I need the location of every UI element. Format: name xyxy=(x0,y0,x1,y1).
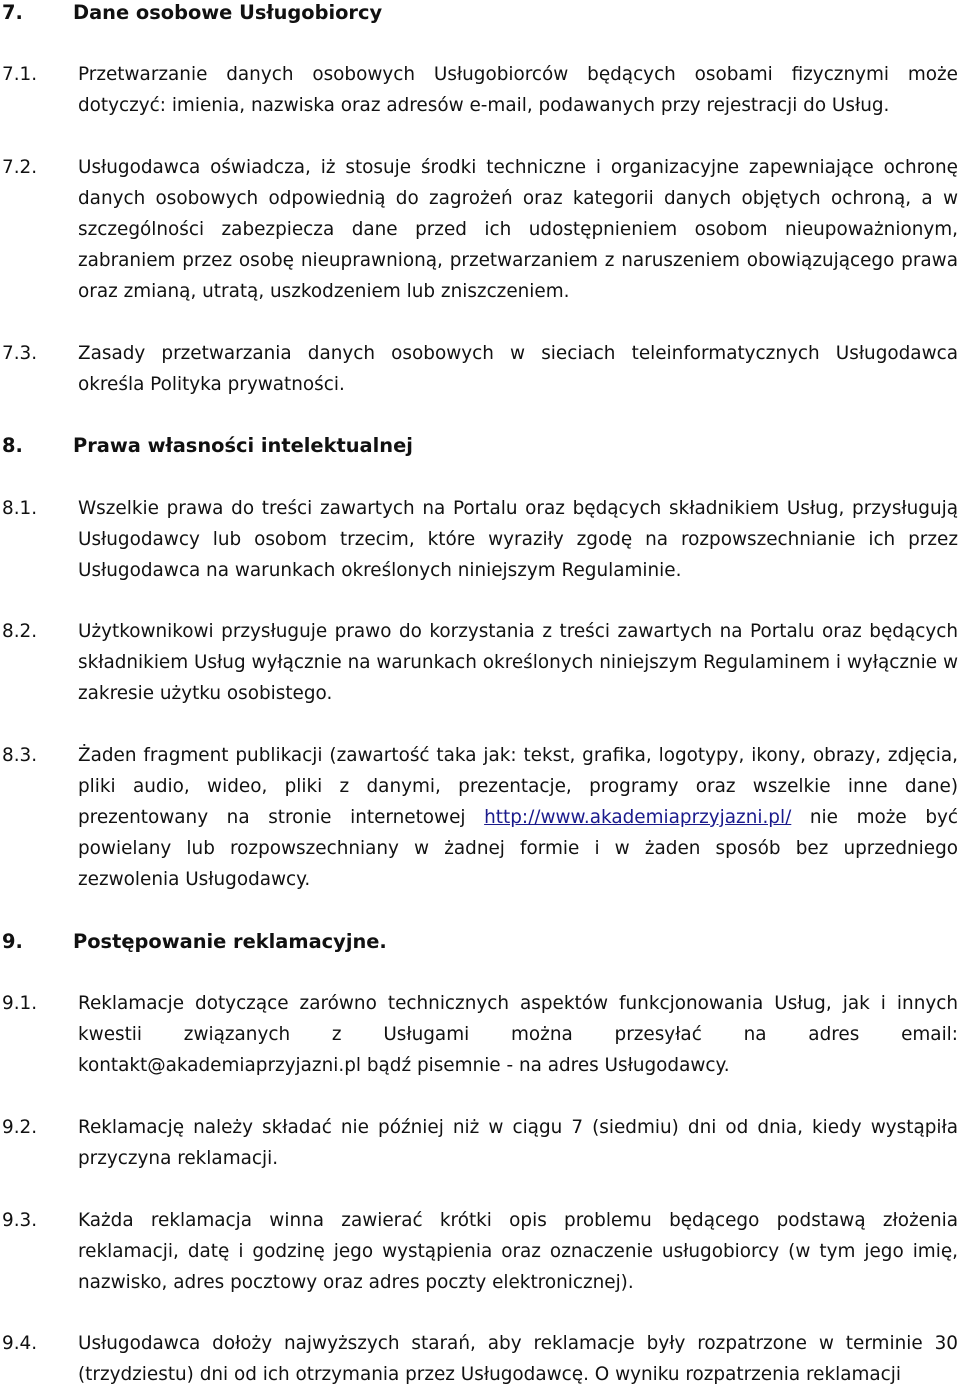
section-title: Dane osobowe Usługobiorcy xyxy=(73,1,383,24)
paragraph-text: Usługodawca oświadcza, iż stosuje środki techniczne i organizacyjne zapewniające ochronę danych osobowych odpowiednią do zagrożeń oraz kategorii danych objętych ochroną, a w szczególności zabezpiecza dane przed ich udostępnieniem osobom nieupoważnionym, zabraniem przez osobę nieuprawnioną, przetwarzaniem z naruszeniem obowiązującego prawa oraz zmianą, utratą, uszkodzeniem lub zniszczeniem. xyxy=(78,157,958,302)
paragraph-8-3 xyxy=(0,740,958,895)
paragraph-8-1 xyxy=(0,493,958,586)
paragraph-number: 9.3. xyxy=(2,1210,38,1231)
section-title: Postępowanie reklamacyjne. xyxy=(73,930,387,953)
paragraph-9-2 xyxy=(0,1112,958,1174)
section-number: 9. xyxy=(2,930,23,953)
paragraph-7-1 xyxy=(0,59,958,121)
paragraph-number: 9.1. xyxy=(2,993,38,1014)
paragraph-text-after-link: nie może być powielany lub rozpowszechniany w żadnej formie i w żaden sposób bez uprzedniego zezwolenia Usługodawcy. xyxy=(78,807,958,890)
paragraph-text: Przetwarzanie danych osobowych Usługobiorców będących osobami fizycznymi może dotyczyć: imienia, nazwiska oraz adresów e-mail, podawanych przy rejestracji do Usług. xyxy=(78,64,958,116)
paragraph-8-2 xyxy=(0,616,958,709)
website-link[interactable]: http://www.akademiaprzyjazni.pl/ xyxy=(484,807,792,828)
section-number: 7. xyxy=(2,1,23,24)
paragraph-number: 7.2. xyxy=(2,157,38,178)
paragraph-text: Reklamacje dotyczące zarówno technicznych aspektów funkcjonowania Usług, jak i innych kwestii związanych z Usługami można przesyłać na adres email: kontakt@akademiaprzyjazni.pl bądź pisemnie - na adres Usługodawcy. xyxy=(78,993,958,1076)
paragraph-9-1 xyxy=(0,988,958,1081)
paragraph-text-before-link: Żaden fragment publikacji (zawartość taka jak: tekst, grafika, logotypy, ikony, obrazy, zdjęcia, pliki audio, wideo, pliki z danymi, prezentacje, programy oraz wszelkie inne dane) prezentowany na stronie internetowej xyxy=(78,745,958,828)
paragraph-text: Użytkownikowi przysługuje prawo do korzystania z treści zawartych na Portalu oraz będących składnikiem Usług wyłącznie na warunkach określonych niniejszym Regulaminem i wyłącznie w zakresie użytku osobistego. xyxy=(78,621,958,704)
paragraph-number: 7.3. xyxy=(2,343,38,364)
paragraph-number: 7.1. xyxy=(2,64,38,85)
paragraph-7-2 xyxy=(0,152,958,307)
paragraph-text: Reklamację należy składać nie później niż w ciągu 7 (siedmiu) dni od dnia, kiedy wystąpiła przyczyna reklamacji. xyxy=(78,1117,958,1169)
paragraph-7-3 xyxy=(0,338,958,400)
paragraph-text xyxy=(78,740,958,895)
section-title: Prawa własności intelektualnej xyxy=(73,434,413,457)
paragraph-9-4 xyxy=(0,1328,958,1390)
paragraph-text: Wszelkie prawa do treści zawartych na Portalu oraz będących składnikiem Usług, przysługują Usługodawcy lub osobom trzecim, które wyraziły zgodę na rozpowszechnianie ich przez Usługodawca na warunkach określonych niniejszym Regulaminie. xyxy=(78,498,958,581)
paragraph-number: 8.2. xyxy=(2,621,38,642)
section-number: 8. xyxy=(2,434,23,457)
paragraph-text: Zasady przetwarzania danych osobowych w sieciach teleinformatycznych Usługodawca określa Polityka prywatności. xyxy=(78,343,958,395)
paragraph-number: 8.3. xyxy=(2,745,38,766)
paragraph-number: 9.2. xyxy=(2,1117,38,1138)
paragraph-9-3 xyxy=(0,1205,958,1298)
paragraph-text: Każda reklamacja winna zawierać krótki opis problemu będącego podstawą złożenia reklamacji, datę i godzinę jego wystąpienia oraz oznaczenie usługobiorcy (w tym jego imię, nazwisko, adres pocztowy oraz adres poczty elektronicznej). xyxy=(78,1210,958,1293)
paragraph-number: 9.4. xyxy=(2,1333,38,1354)
paragraph-number: 8.1. xyxy=(2,498,38,519)
paragraph-text: Usługodawca dołoży najwyższych starań, aby reklamacje były rozpatrzone w terminie 30 (trzydziestu) dni od ich otrzymania przez Usługodawcę. O wyniku rozpatrzenia reklamacji xyxy=(78,1333,958,1385)
